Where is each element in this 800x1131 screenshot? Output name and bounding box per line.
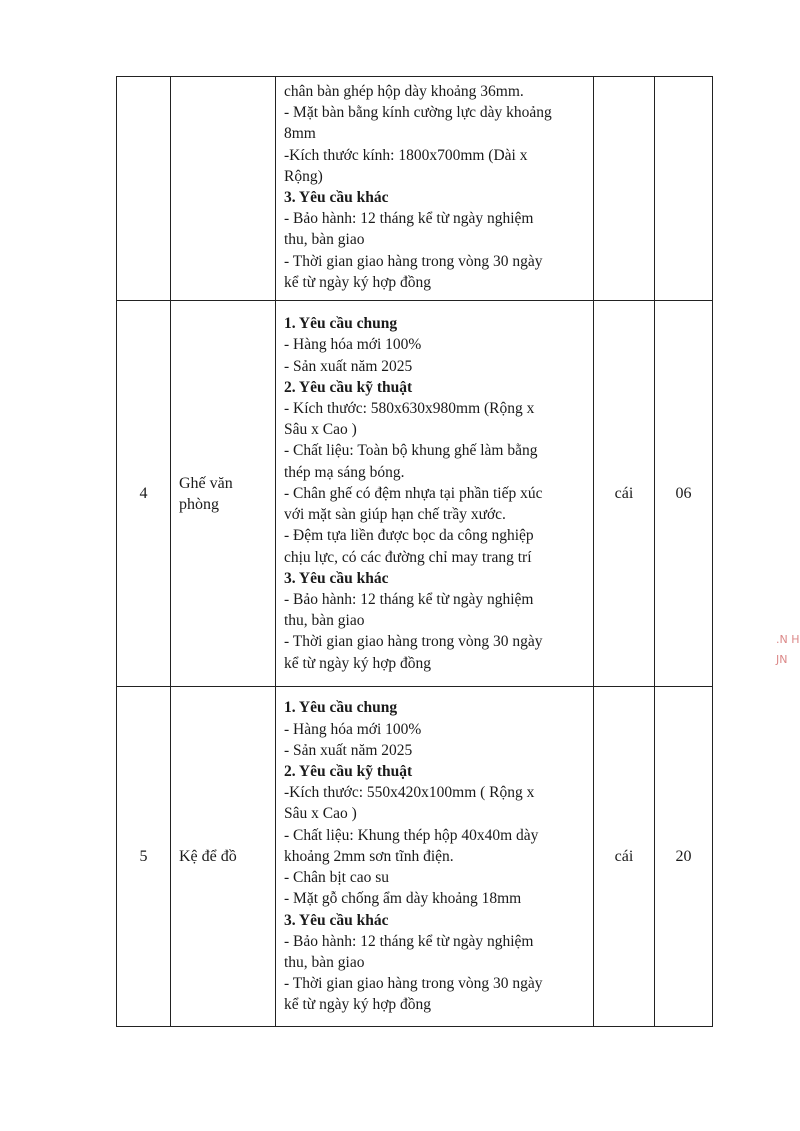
table-row xyxy=(117,301,713,687)
spec-line: - Mặt bàn bằng kính cường lực dày khoảng xyxy=(284,104,552,122)
spec-line: Sâu x Cao ) xyxy=(284,421,357,439)
row-number xyxy=(117,77,171,301)
row-number: 4 xyxy=(117,301,171,687)
quantity-cell: 20 xyxy=(655,687,713,1027)
spec-line: - Bảo hành: 12 tháng kể từ ngày nghiệm xyxy=(284,210,534,228)
item-name: Ghế văn phòng xyxy=(171,301,276,687)
unit-cell xyxy=(594,77,655,301)
unit-cell: cái xyxy=(594,301,655,687)
spec-line: - Hàng hóa mới 100% xyxy=(284,720,422,738)
spec-heading: 1. Yêu cầu chung xyxy=(284,315,398,333)
item-specification xyxy=(276,687,594,1027)
spec-line: - Kích thước: 580x630x980mm (Rộng x xyxy=(284,400,535,418)
spec-heading: 2. Yêu cầu kỹ thuật xyxy=(284,378,413,396)
spec-line: thép mạ sáng bóng. xyxy=(284,463,405,481)
spec-line: 8mm xyxy=(284,125,316,143)
spec-line: kể từ ngày ký hợp đồng xyxy=(284,654,432,672)
spec-line: - Thời gian giao hàng trong vòng 30 ngày xyxy=(284,975,543,993)
spec-line: Rộng) xyxy=(284,167,323,185)
spec-heading: 3. Yêu cầu khác xyxy=(284,569,389,587)
table-row xyxy=(117,77,713,301)
spec-heading: 3. Yêu cầu khác xyxy=(284,911,389,929)
spec-heading: 2. Yêu cầu kỹ thuật xyxy=(284,763,413,781)
spec-line: - Mặt gỗ chống ẩm dày khoảng 18mm xyxy=(284,890,522,908)
spec-line: khoảng 2mm sơn tĩnh điện. xyxy=(284,847,454,865)
spec-table xyxy=(116,76,713,1027)
spec-line: thu, bàn giao xyxy=(284,231,365,249)
spec-heading: 1. Yêu cầu chung xyxy=(284,699,398,717)
item-specification xyxy=(276,77,594,301)
quantity-cell: 06 xyxy=(655,301,713,687)
unit-cell: cái xyxy=(594,687,655,1027)
spec-line: thu, bàn giao xyxy=(284,953,365,971)
item-name: Kệ để đồ xyxy=(171,687,276,1027)
spec-line: với mặt sàn giúp hạn chế trầy xước. xyxy=(284,506,506,524)
margin-stamp: .N H JN xyxy=(776,633,800,666)
spec-line: - Thời gian giao hàng trong vòng 30 ngày xyxy=(284,633,543,651)
spec-line: - Bảo hành: 12 tháng kể từ ngày nghiệm xyxy=(284,590,534,608)
spec-line: - Chất liệu: Toàn bộ khung ghế làm bằng xyxy=(284,442,538,460)
spec-line: - Chân ghế có đệm nhựa tại phần tiếp xúc xyxy=(284,484,543,502)
spec-line: - Bảo hành: 12 tháng kể từ ngày nghiệm xyxy=(284,932,534,950)
spec-line: - Chân bịt cao su xyxy=(284,869,390,887)
spec-line: -Kích thước kính: 1800x700mm (Dài x xyxy=(284,146,528,164)
spec-line: - Đệm tựa liền được bọc da công nghiệp xyxy=(284,527,534,545)
spec-line: kể từ ngày ký hợp đồng xyxy=(284,273,432,291)
spec-line: chịu lực, có các đường chỉ may trang trí xyxy=(284,548,532,566)
spec-line: - Hàng hóa mới 100% xyxy=(284,336,422,354)
spec-line: - Sản xuất năm 2025 xyxy=(284,741,413,759)
spec-line: thu, bàn giao xyxy=(284,612,365,630)
spec-heading: 3. Yêu cầu khác xyxy=(284,189,389,207)
spec-line: chân bàn ghép hộp dày khoảng 36mm. xyxy=(284,83,524,100)
row-number: 5 xyxy=(117,687,171,1027)
table-row xyxy=(117,687,713,1027)
spec-line: Sâu x Cao ) xyxy=(284,805,357,823)
spec-line: - Thời gian giao hàng trong vòng 30 ngày xyxy=(284,252,543,270)
item-specification xyxy=(276,301,594,687)
quantity-cell xyxy=(655,77,713,301)
spec-line: -Kích thước: 550x420x100mm ( Rộng x xyxy=(284,784,535,802)
spec-line: - Sản xuất năm 2025 xyxy=(284,357,413,375)
item-name xyxy=(171,77,276,301)
spec-line: - Chất liệu: Khung thép hộp 40x40m dày xyxy=(284,826,539,844)
spec-line: kể từ ngày ký hợp đồng xyxy=(284,996,432,1014)
